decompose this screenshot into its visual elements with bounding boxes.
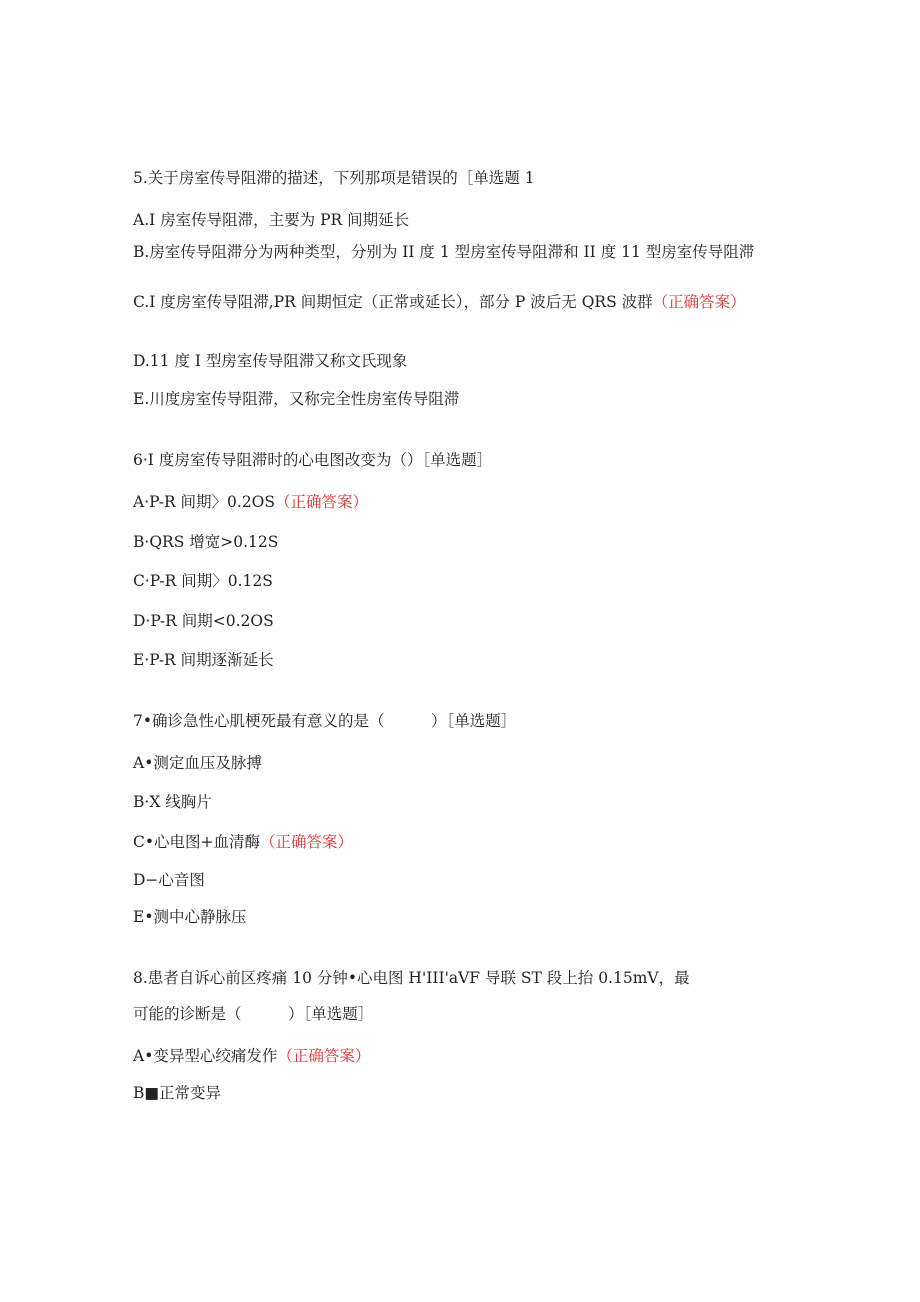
question-7-option-b: B·X 线胸片 [133, 793, 212, 811]
correct-answer-mark: （正确答案） [260, 833, 354, 851]
option-text: C.I 度房室传导阻滞,PR 间期恒定（正常或延长），部分 P 波后无 QRS 波群 [133, 293, 653, 311]
question-8-stem-line-2: 可能的诊断是（ ）［单选题］ [133, 1005, 374, 1023]
question-5-option-e: E.川度房室传导阻滞，又称完全性房室传导阻滞 [133, 390, 460, 408]
question-7-option-a: A•测定血压及脉搏 [133, 754, 262, 772]
question-8-option-a [133, 1044, 793, 1068]
question-7-option-d: D−心音图 [133, 871, 205, 889]
question-6-option-e: E·P-R 间期逐渐延长 [133, 651, 274, 669]
question-5-option-c [133, 290, 793, 314]
question-8-option-b: B■正常变异 [133, 1084, 222, 1102]
question-7-option-e: E•测中心静脉压 [133, 908, 247, 926]
option-text: C•心电图+血清酶 [133, 833, 260, 851]
question-6-option-b: B·QRS 增宽>0.12S [133, 533, 279, 551]
option-text: A•变异型心绞痛发作 [133, 1047, 278, 1065]
correct-answer-mark: （正确答案） [277, 1047, 371, 1065]
question-6-option-a [133, 490, 793, 514]
question-5-option-d: D.11 度 I 型房室传导阻滞又称文氏现象 [133, 352, 408, 370]
correct-answer-mark: （正确答案） [275, 493, 369, 511]
question-6-option-d: D·P-R 间期<0.2OS [133, 612, 274, 630]
option-text: A·P-R 间期〉0.2OS [133, 493, 276, 511]
question-6-stem: 6·I 度房室传导阻滞时的心电图改变为（）［单选题］ [133, 451, 493, 469]
question-5-option-b: B.房室传导阻滞分为两种类型，分别为 II 度 1 型房室传导阻滞和 II 度 11 型房室传导阻滞 [133, 243, 755, 261]
question-7-stem: 7•确诊急性心肌梗死最有意义的是（ ）［单选题］ [133, 712, 517, 730]
question-7-option-c [133, 830, 793, 854]
question-8-stem-line-1: 8.患者自诉心前区疼痛 10 分钟•心电图 H'III'aVF 导联 ST 段上抬 0.15mV，最 [133, 969, 690, 987]
correct-answer-mark: （正确答案） [652, 293, 746, 311]
question-5-stem: 5.关于房室传导阻滞的描述，下列那项是错误的［单选题 1 [133, 169, 535, 187]
question-5-option-a: A.I 房室传导阻滞，主要为 PR 间期延长 [133, 211, 410, 229]
question-6-option-c: C·P-R 间期〉0.12S [133, 572, 273, 590]
